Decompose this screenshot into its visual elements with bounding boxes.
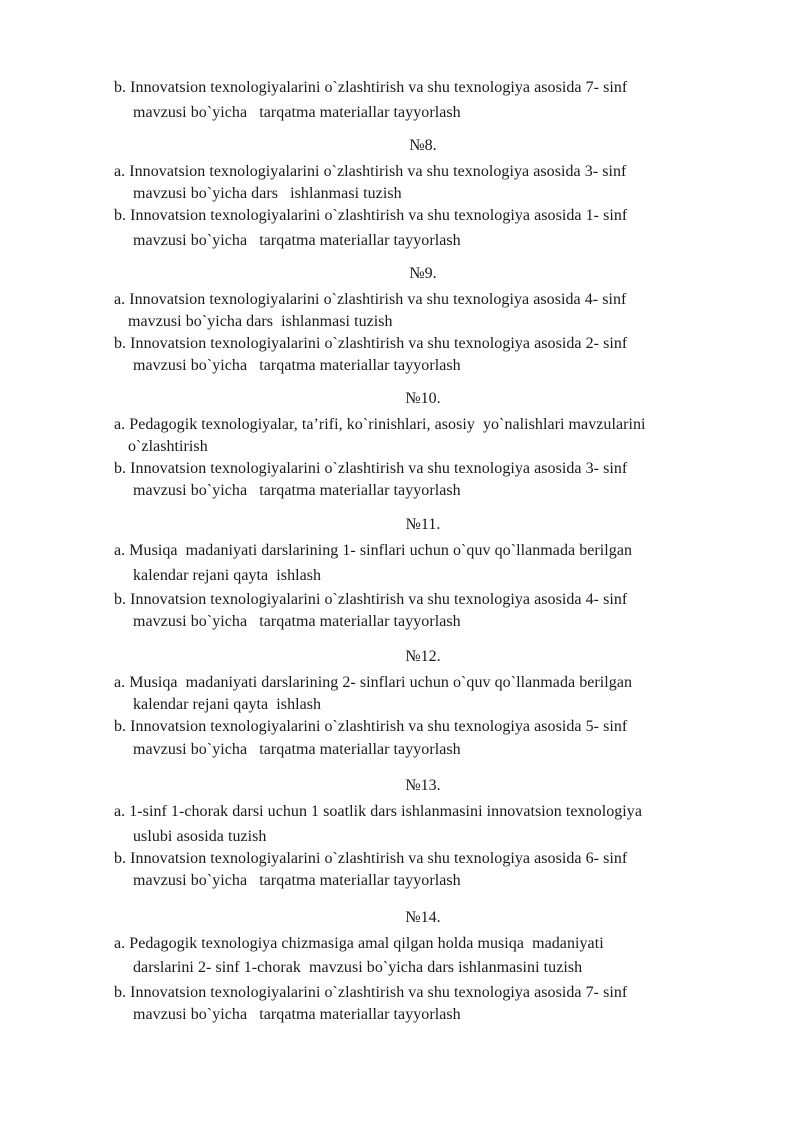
item-9-b-line2: mavzusi bo`yicha tarqatma materiallar tayyorlash <box>133 357 461 374</box>
intro-b-line2: mavzusi bo`yicha tarqatma materiallar tayyorlash <box>133 104 461 121</box>
item-14-a-line2: darslarini 2- sinf 1-chorak mavzusi bo`yicha dars ishlanmasini tuzish <box>133 959 583 976</box>
item-8-a-line2: mavzusi bo`yicha dars ishlanmasi tuzish <box>133 185 402 202</box>
item-12-a-line1: a. Musiqa madaniyati darslarining 2- sinflari uchun o`quv qo`llanmada berilgan <box>114 674 633 691</box>
item-13-b-line1: b. Innovatsion texnologiyalarini o`zlashtirish va shu texnologiya asosida 6- sinf <box>114 850 628 867</box>
item-8-a-line1: a. Innovatsion texnologiyalarini o`zlashtirish va shu texnologiya asosida 3- sinf <box>114 163 627 180</box>
item-number-10: №10. <box>405 390 441 407</box>
intro-b-line1: b. Innovatsion texnologiyalarini o`zlashtirish va shu texnologiya asosida 7- sinf <box>114 79 628 96</box>
item-8-b-line2: mavzusi bo`yicha tarqatma materiallar tayyorlash <box>133 232 461 249</box>
item-11-b-line1: b. Innovatsion texnologiyalarini o`zlashtirish va shu texnologiya asosida 4- sinf <box>114 591 628 608</box>
item-11-a-line1: a. Musiqa madaniyati darslarining 1- sinflari uchun o`quv qo`llanmada berilgan <box>114 542 633 559</box>
item-10-a-line2: o`zlashtirish <box>128 438 208 455</box>
item-13-a-line2: uslubi asosida tuzish <box>133 828 267 845</box>
item-11-a-line2: kalendar rejani qayta ishlash <box>133 567 322 584</box>
item-number-12: №12. <box>405 648 441 665</box>
item-14-b-line1: b. Innovatsion texnologiyalarini o`zlashtirish va shu texnologiya asosida 7- sinf <box>114 984 628 1001</box>
item-9-a-line1: a. Innovatsion texnologiyalarini o`zlashtirish va shu texnologiya asosida 4- sinf <box>114 291 627 308</box>
item-11-b-line2: mavzusi bo`yicha tarqatma materiallar tayyorlash <box>133 613 461 630</box>
item-13-a-line1: a. 1-sinf 1-chorak darsi uchun 1 soatlik dars ishlanmasini innovatsion texnologiya <box>114 803 642 820</box>
item-9-b-line1: b. Innovatsion texnologiyalarini o`zlashtirish va shu texnologiya asosida 2- sinf <box>114 335 628 352</box>
item-13-b-line2: mavzusi bo`yicha tarqatma materiallar tayyorlash <box>133 872 461 889</box>
item-number-14: №14. <box>405 909 441 926</box>
item-number-13: №13. <box>405 777 441 794</box>
item-8-b-line1: b. Innovatsion texnologiyalarini o`zlashtirish va shu texnologiya asosida 1- sinf <box>114 207 628 224</box>
item-14-b-line2: mavzusi bo`yicha tarqatma materiallar tayyorlash <box>133 1006 461 1023</box>
item-number-11: №11. <box>405 516 441 533</box>
item-10-a-line1: a. Pedagogik texnologiyalar, ta’rifi, ko`rinishlari, asosiy yo`nalishlari mavzularini <box>114 416 646 433</box>
item-10-b-line2: mavzusi bo`yicha tarqatma materiallar tayyorlash <box>133 482 461 499</box>
item-number-9: №9. <box>409 265 437 282</box>
item-12-b-line1: b. Innovatsion texnologiyalarini o`zlashtirish va shu texnologiya asosida 5- sinf <box>114 718 628 735</box>
item-10-b-line1: b. Innovatsion texnologiyalarini o`zlashtirish va shu texnologiya asosida 3- sinf <box>114 460 628 477</box>
item-12-a-line2: kalendar rejani qayta ishlash <box>133 696 322 713</box>
item-14-a-line1: a. Pedagogik texnologiya chizmasiga amal qilgan holda musiqa madaniyati <box>114 935 604 952</box>
item-number-8: №8. <box>409 137 437 154</box>
item-9-a-line2: mavzusi bo`yicha dars ishlanmasi tuzish <box>128 313 393 330</box>
item-12-b-line2: mavzusi bo`yicha tarqatma materiallar tayyorlash <box>133 741 461 758</box>
